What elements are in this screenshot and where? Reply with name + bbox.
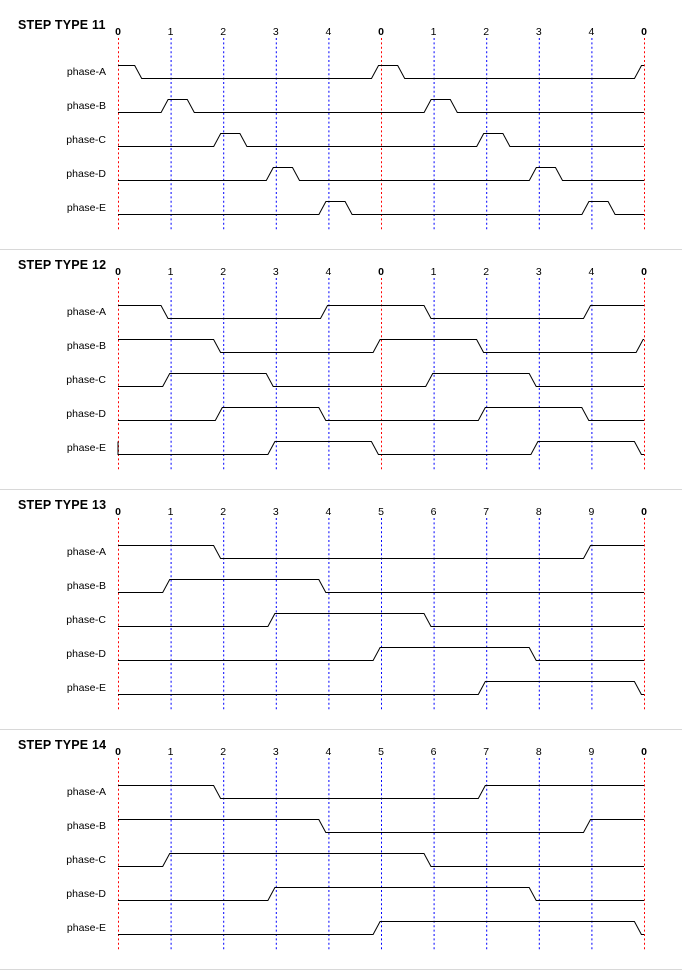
phase-waveform: [118, 66, 644, 79]
time-tick-label: 0: [115, 506, 121, 518]
time-tick-label: 0: [641, 506, 647, 518]
waveform-block: [0, 18, 682, 248]
waveform-canvas: [0, 498, 682, 728]
phase-row-label: phase-B: [66, 100, 106, 112]
phase-row-label: phase-A: [66, 306, 106, 318]
time-tick-label: 3: [272, 746, 279, 758]
time-tick-label: 0: [641, 266, 647, 278]
phase-waveform: [118, 786, 644, 799]
time-tick-label: 7: [483, 506, 490, 518]
time-tick-label: 1: [167, 26, 174, 38]
phase-row-label: phase-C: [66, 614, 106, 626]
phase-row-label: phase-C: [66, 134, 106, 146]
phase-row-label: phase-E: [66, 682, 106, 694]
phase-row-label: phase-B: [66, 340, 106, 352]
waveform-canvas: [0, 738, 682, 968]
phase-waveform: [118, 442, 644, 455]
time-tick-label: 1: [167, 506, 174, 518]
time-tick-label: 3: [272, 266, 279, 278]
time-tick-label: 2: [483, 266, 490, 278]
time-tick-label: 0: [641, 26, 647, 38]
phase-row-label: phase-D: [66, 168, 106, 180]
time-tick-label: 5: [378, 506, 384, 518]
phase-waveform: [118, 168, 644, 181]
block-title: STEP TYPE 14: [18, 738, 107, 752]
phase-row-label: phase-E: [66, 922, 106, 934]
time-tick-label: 8: [535, 746, 542, 758]
block-title: STEP TYPE 11: [18, 18, 106, 32]
time-tick-label: 0: [378, 26, 384, 38]
time-tick-label: 2: [220, 506, 227, 518]
time-tick-label: 2: [483, 26, 490, 38]
section-divider: [0, 489, 682, 490]
time-tick-label: 0: [641, 746, 647, 758]
phase-waveform: [118, 682, 644, 695]
time-tick-label: 3: [272, 506, 279, 518]
time-tick-label: 4: [325, 266, 332, 278]
phase-row-label: phase-C: [66, 374, 106, 386]
time-tick-label: 9: [588, 746, 595, 758]
time-tick-label: 4: [325, 26, 332, 38]
block-title: STEP TYPE 13: [18, 498, 107, 512]
phase-row-label: phase-A: [66, 546, 106, 558]
phase-waveform: [118, 922, 644, 935]
time-tick-label: 1: [430, 26, 437, 38]
time-tick-label: 7: [483, 746, 490, 758]
phase-waveform: [118, 888, 644, 901]
waveform-block: [0, 498, 682, 728]
section-divider: [0, 249, 682, 250]
time-tick-label: 2: [220, 266, 227, 278]
time-tick-label: 1: [430, 266, 437, 278]
phase-row-label: phase-C: [66, 854, 106, 866]
section-divider: [0, 729, 682, 730]
waveform-canvas: [0, 18, 682, 248]
phase-row-label: phase-E: [66, 442, 106, 454]
time-tick-label: 1: [167, 266, 174, 278]
phase-row-label: phase-B: [66, 580, 106, 592]
block-title: STEP TYPE 12: [18, 258, 107, 272]
time-tick-label: 0: [115, 26, 121, 38]
time-tick-label: 5: [378, 746, 384, 758]
time-tick-label: 2: [220, 746, 227, 758]
time-tick-label: 1: [167, 746, 174, 758]
phase-row-label: phase-D: [66, 888, 106, 900]
section-divider: [0, 969, 682, 970]
phase-waveform: [118, 546, 644, 559]
time-tick-label: 9: [588, 506, 595, 518]
time-tick-label: 4: [588, 26, 595, 38]
time-tick-label: 8: [535, 506, 542, 518]
time-tick-label: 3: [272, 26, 279, 38]
time-tick-label: 0: [115, 746, 121, 758]
phase-waveform: [118, 306, 644, 319]
phase-row-label: phase-E: [66, 202, 106, 214]
time-tick-label: 4: [325, 506, 332, 518]
time-tick-label: 3: [535, 26, 542, 38]
waveform-canvas: [0, 258, 682, 488]
phase-row-label: phase-D: [66, 648, 106, 660]
time-tick-label: 6: [430, 506, 437, 518]
time-tick-label: 3: [535, 266, 542, 278]
waveform-block: [0, 738, 682, 968]
phase-row-label: phase-A: [66, 66, 106, 78]
waveform-block: [0, 258, 682, 488]
phase-waveform: [118, 202, 644, 215]
time-tick-label: 4: [325, 746, 332, 758]
phase-waveform: [118, 408, 644, 421]
time-tick-label: 0: [115, 266, 121, 278]
phase-row-label: phase-A: [66, 786, 106, 798]
time-tick-label: 4: [588, 266, 595, 278]
time-tick-label: 6: [430, 746, 437, 758]
time-tick-label: 2: [220, 26, 227, 38]
phase-row-label: phase-D: [66, 408, 106, 420]
time-tick-label: 0: [378, 266, 384, 278]
phase-waveform: [118, 648, 644, 661]
phase-row-label: phase-B: [66, 820, 106, 832]
